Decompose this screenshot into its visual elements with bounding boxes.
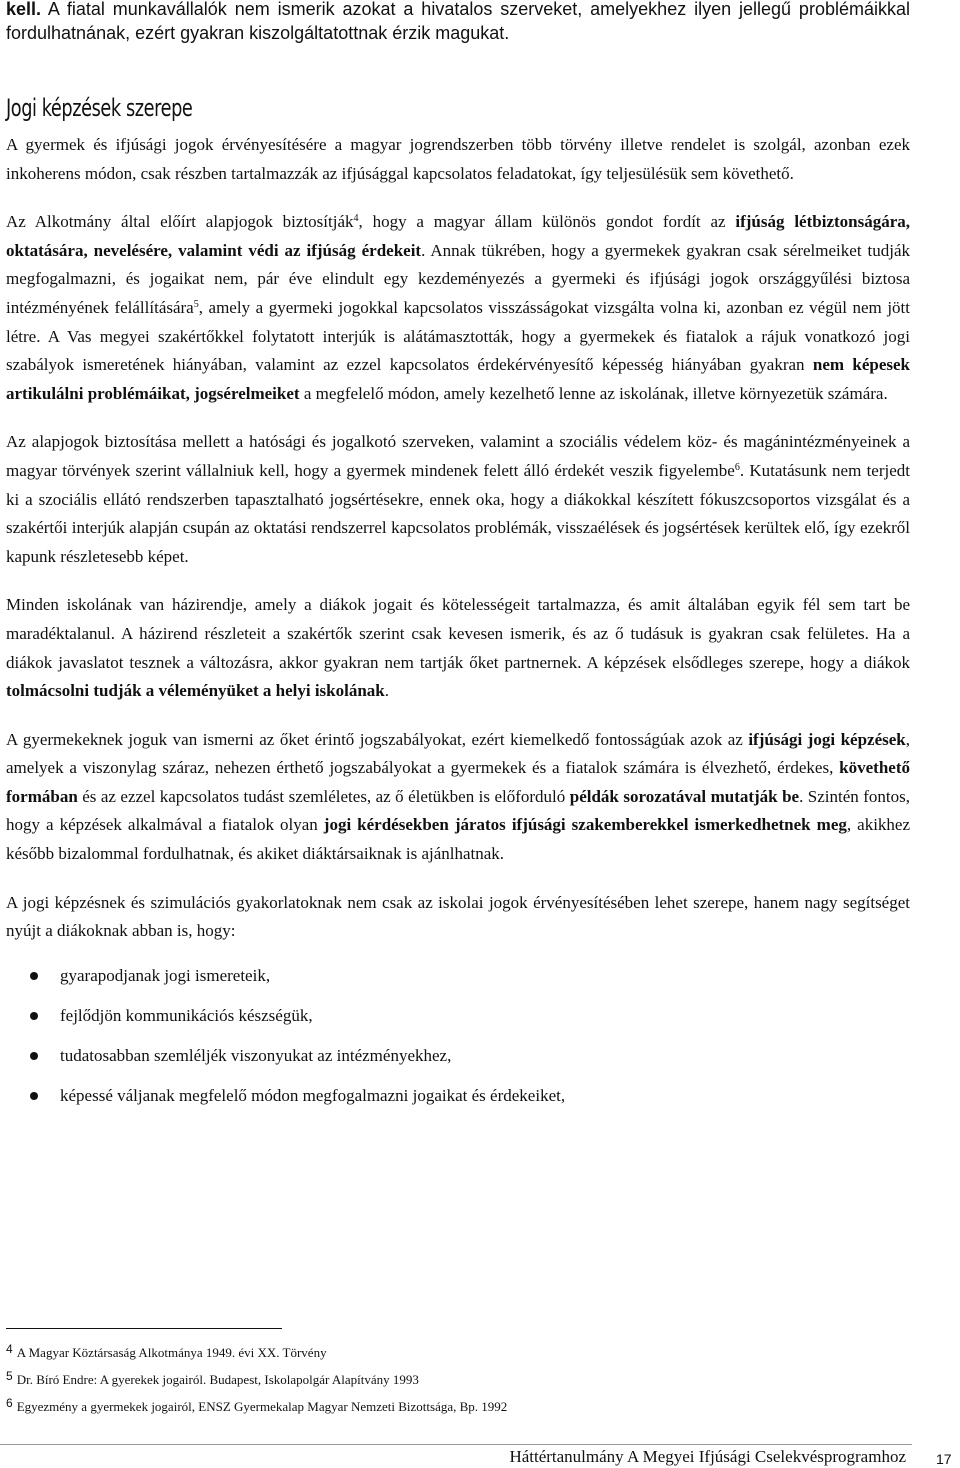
footnote: 6 Egyezmény a gyermekek jogairól, ENSZ Gyermekalap Magyar Nemzeti Bizottsága, Bp. 1992 <box>6 1396 508 1414</box>
paragraph-4: Minden iskolának van házirendje, amely a diákok jogait és kötelességeit tartalmazza, és amit általában egyik fél sem tart be maradéktalanul. A házirend részleteit a szakértők szerint csak kevesen ismerik, és az ő tudásuk is gyakran csak felületes. Ha a diákok javaslatot tesznek a változásra, akkor gyakran nem tartják őket partnernek. A képzések elsődleges szerepe, hogy a diákok tolmácsolni tudják a véleményüket a helyi iskolának. <box>6 595 910 701</box>
footnote-ref-6: 6 <box>734 461 740 473</box>
list-item: tudatosabban szemléljék viszonyukat az intézményekhez, <box>6 1044 910 1084</box>
paragraph-2: Az Alkotmány által előírt alapjogok biztosítják$^4$, hogy a magyar állam különös gondot fordít az ifjúság létbiztonságára, oktatására, nevelésére, valamint védi az ifjúság érdekeit. Annak tükrében, hogy a gyermekek gyakran csak sérelmeiket tudják megfogalmazni, és jogaikat nem, pár éve elindult egy kezdeményezés a gyermeki és ifjúsági jogok országgyűlési biztosa intézményének felállítására$^5$, amely a gyermeki jogokkal kapcsolatos visszásságokat vizsgálta volna ki, azonban ez végül nem jött létre. A Vas megyei szakértőkkel folytatott interjúk is alátámasztották, hogy a gyermekek és fiatalok a rájuk vonatkozó jogi szabályok ismeretének hiányában, valamint az ezzel kapcsolatos érdekérvényesítő képesség hiányában gyakran nem képesek artikulálni problémáikat, jogsérelmeiket a megfelelő módon, amely kezelhető lenne az iskolának, illetve környezetük számára. <box>6 212 911 403</box>
continued-bold: kell. <box>6 0 42 19</box>
bullet-list <box>6 964 910 1124</box>
page-number: 17 <box>936 1451 952 1467</box>
footer-title: Háttértanulmány A Megyei Ifjúsági Cselekvésprogramhoz <box>509 1447 906 1466</box>
bullet-icon <box>30 972 38 980</box>
paragraph-1: A gyermek és ifjúsági jogok érvényesítésére a magyar jogrendszerben több törvény illetve rendelet is szolgál, azonban ezek inkoherens módon, csak részben tartalmazzák az ifjúsággal kapcsolatos feladatokat, így teljesülésük sem követhető. <box>6 135 910 183</box>
footnote: 4 A Magyar Köztársaság Alkotmánya 1949. évi XX. Törvény <box>6 1342 327 1360</box>
list-item: gyarapodjanak jogi ismereteik, <box>6 964 910 1004</box>
footnote-ref-4: 4 <box>353 213 359 225</box>
footer-divider <box>0 1444 912 1445</box>
page-body <box>6 0 910 1124</box>
bullet-icon <box>30 1092 38 1100</box>
continued-text: A fiatal munkavállalók nem ismerik azokat a hivatalos szerveket, amelyekhez ilyen jellegű problémáikkal fordulhatnának, ezért gyakran kiszolgáltatottnak érzik magukat. <box>6 0 910 43</box>
section-heading: Jogi képzések szerepe <box>6 94 193 122</box>
bullet-icon <box>30 1052 38 1060</box>
footnote-ref-5: 5 <box>193 298 199 310</box>
paragraph-3: Az alapjogok biztosítása mellett a hatósági és jogalkotó szerveken, valamint a szociális védelem köz- és magánintézményeinek a magyar törvények szerint vállalniuk kell, hogy a gyermek mindenek felett álló érdekét veszik figyelembe$^6$. Kutatásunk nem terjedt ki a szociális ellátó rendszerben tapasztalható jogsértésekre, ennek oka, hogy a diákokkal készített fókuszcsoportos vizsgálat és a szakértői interjúk alapján csupán az oktatási rendszerrel kapcsolatos problémák, visszaélések és jogsértések kerültek elő, így ezekről kapunk részletesebb képet. <box>6 432 910 566</box>
list-item: képessé váljanak megfelelő módon megfogalmazni jogaikat és érdekeiket, <box>6 1084 910 1124</box>
footnote-divider <box>6 1328 282 1329</box>
bullet-icon <box>30 1012 38 1020</box>
paragraph-6: A jogi képzésnek és szimulációs gyakorlatoknak nem csak az iskolai jogok érvényesítésében lehet szerepe, hanem nagy segítséget nyújt a diákoknak abban is, hogy: <box>6 892 910 941</box>
footnotes <box>6 1341 906 1422</box>
continued-paragraph <box>6 0 910 45</box>
list-item: fejlődjön kommunikációs készségük, <box>6 1004 910 1044</box>
paragraph-5: A gyermekeknek joguk van ismerni az őket érintő jogszabályokat, ezért kiemelkedő fontosságúak azok az ifjúsági jogi képzések, amelyek a viszonylag száraz, nehezen érthető jogszabályokat a gyermekek és a fiatalok számára is élvezhető, érdekes, követhető formában és az ezzel kapcsolatos tudást szemléletes, az ő életükben is előforduló példák sorozatával mutatják be. Szintén fontos, hogy a képzések alkalmával a fiatalok olyan jogi kérdésekben járatos ifjúsági szakemberekkel ismerkedhetnek meg, akikhez később bizalommal fordulhatnak, és akiket diáktársaiknak is ajánlhatnak. <box>6 729 911 864</box>
footnote: 5 Dr. Bíró Endre: A gyerekek jogairól. Budapest, Iskolapolgár Alapítvány 1993 <box>6 1369 419 1387</box>
